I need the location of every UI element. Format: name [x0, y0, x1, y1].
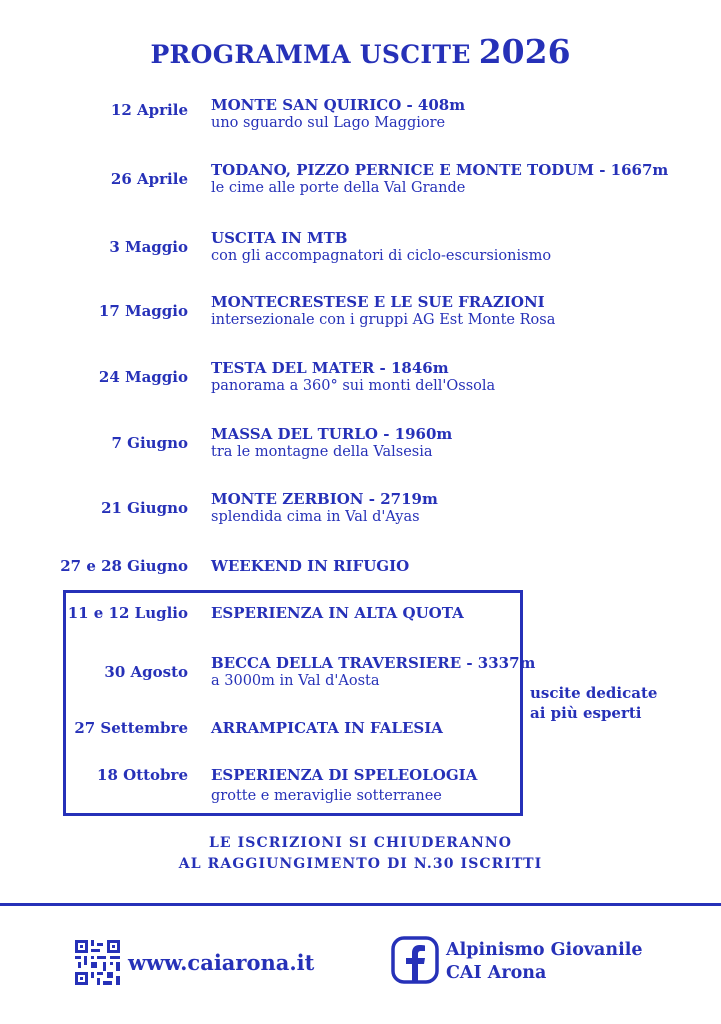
event-date: 27 Settembre — [74, 719, 188, 737]
event-subtitle: uno sguardo sul Lago Maggiore — [211, 115, 446, 131]
event-description — [211, 359, 495, 395]
event-title: MONTE ZERBION - 2719m — [211, 490, 438, 508]
event-date: 17 Maggio — [98, 302, 188, 320]
event-description — [211, 161, 668, 197]
page-title — [0, 32, 721, 71]
registration-notice-line1: LE ISCRIZIONI SI CHIUDERANNO — [208, 835, 513, 851]
registration-notice-line2: AL RAGGIUNGIMENTO DI N.30 ISCRITTI — [178, 856, 543, 872]
event-title: BECCA DELLA TRAVERSIERE - 3337m — [211, 654, 536, 672]
event-date: 11 e 12 Luglio — [67, 604, 188, 622]
event-title: MONTE SAN QUIRICO - 408m — [211, 96, 466, 114]
title-year: 2026 — [478, 32, 571, 71]
event-description — [211, 490, 438, 526]
event-description — [211, 96, 465, 132]
event-date: 12 Aprile — [110, 101, 188, 119]
facebook-page-name-line2: CAI Arona — [446, 963, 547, 983]
event-description — [211, 425, 452, 461]
event-description — [211, 719, 443, 737]
event-date: 18 Ottobre — [97, 766, 188, 784]
expert-note-line1: uscite dedicate — [530, 684, 658, 702]
website-link[interactable]: www.caiarona.it — [128, 950, 315, 975]
event-description — [211, 766, 477, 805]
event-title: USCITA IN MTB — [211, 229, 348, 247]
event-date: 30 Agosto — [104, 663, 188, 681]
event-title: ARRAMPICATA IN FALESIA — [211, 719, 443, 737]
event-subtitle: splendida cima in Val d'Ayas — [211, 509, 420, 525]
event-title: ESPERIENZA IN ALTA QUOTA — [211, 604, 464, 622]
event-subtitle: le cime alle porte della Val Grande — [211, 180, 466, 196]
event-title: WEEKEND IN RIFUGIO — [211, 557, 410, 575]
footer-divider — [0, 903, 721, 906]
event-subtitle: intersezionale con i gruppi AG Est Monte Rosa — [211, 312, 556, 328]
event-date: 7 Giugno — [111, 434, 188, 452]
event-date: 3 Maggio — [109, 238, 188, 256]
expert-note — [530, 683, 657, 723]
registration-notice — [0, 833, 721, 875]
facebook-icon — [391, 936, 439, 984]
facebook-page-name-line1: Alpinismo Giovanile — [446, 940, 643, 960]
event-title: MASSA DEL TURLO - 1960m — [211, 425, 453, 443]
event-title: TESTA DEL MATER - 1846m — [211, 359, 449, 377]
event-title: TODANO, PIZZO PERNICE E MONTE TODUM - 1667m — [211, 161, 669, 179]
title-text: PROGRAMMA USCITE — [150, 40, 471, 69]
event-date: 26 Aprile — [110, 170, 188, 188]
event-date: 21 Giugno — [101, 499, 188, 517]
event-description — [211, 229, 551, 265]
event-title: ESPERIENZA DI SPELEOLOGIA — [211, 766, 478, 784]
event-description — [211, 604, 464, 622]
event-description — [211, 293, 555, 329]
event-subtitle: con gli accompagnatori di ciclo-escursionismo — [211, 248, 552, 264]
event-subtitle: grotte e meraviglie sotterranee — [211, 788, 442, 804]
event-date: 24 Maggio — [98, 368, 188, 386]
facebook-page[interactable] — [446, 939, 643, 985]
event-title: MONTECRESTESE E LE SUE FRAZIONI — [211, 293, 545, 311]
event-description — [211, 557, 409, 575]
event-subtitle: panorama a 360° sui monti dell'Ossola — [211, 378, 496, 394]
event-description — [211, 654, 535, 690]
expert-note-line2: ai più esperti — [530, 704, 642, 722]
qr-code-icon — [75, 940, 120, 985]
event-date: 27 e 28 Giugno — [60, 557, 188, 575]
event-subtitle: a 3000m in Val d'Aosta — [211, 673, 380, 689]
event-subtitle: tra le montagne della Valsesia — [211, 444, 433, 460]
